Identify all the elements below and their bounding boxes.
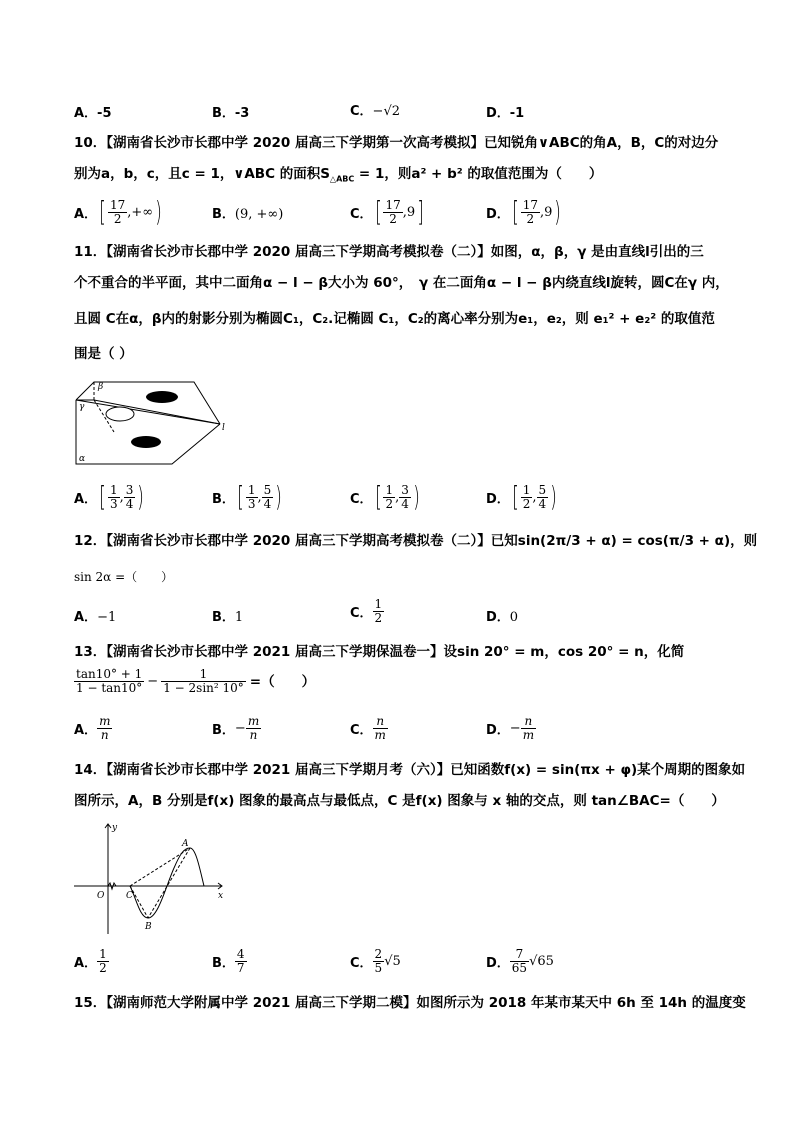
question-text: 设sin 20° = m，cos 20° = n，化简 [443, 644, 685, 660]
q13-option-c: C． $\frac{n}{m}$ [350, 714, 386, 742]
option-label: A． [74, 956, 98, 971]
q12-option-d [486, 606, 518, 625]
option-label: B． [212, 207, 235, 222]
option-value: −1 [97, 610, 117, 625]
label-alpha: α [79, 454, 86, 464]
q15-line1 [74, 993, 746, 1013]
label-beta: β [98, 382, 104, 392]
bracket-left: [ [374, 195, 382, 228]
denominator: 1 − 2sin² 10° [163, 681, 244, 695]
question-text: 如图，α，β，γ 是由直线l引出的三 [490, 244, 704, 260]
q13-option-d: D． − $\frac{n}{m}$ [486, 714, 535, 742]
numerator: 1 [161, 668, 246, 682]
q12-line2: sin 2α =（ ） [74, 570, 174, 584]
q11-option-d: D． [ $\frac{1}{2}$ , $\frac{5}{4}$ ) [486, 480, 557, 513]
option-label: B． [212, 956, 235, 971]
q14-line1 [74, 760, 745, 780]
question-source: 【湖南师范大学附属中学 2021 届高三下学期二模】 [106, 995, 417, 1011]
q11-option-a: A． [ $\frac{1}{3}$ , $\frac{3}{4}$ ) [74, 480, 145, 513]
q11-line3: 且圆 C在α，β内的射影分别为椭圆C₁，C₂.记椭圆 C₁，C₂的离心率分别为e₁，e₂，则 e₁² + e₂² 的取值范 [74, 311, 715, 327]
segment-ca [130, 848, 190, 886]
numerator: tan10° + 1 [76, 667, 143, 681]
option-label: C． [350, 206, 373, 222]
option-label: A． [74, 491, 98, 507]
bracket-left: [ [511, 195, 519, 228]
bracket-right: ] [417, 195, 424, 228]
option-label: B． [212, 723, 235, 738]
question-source: 【湖南省长沙市长郡中学 2021 届高三下学期月考（六）】 [106, 762, 451, 778]
q10-option-a: A． [ $\frac{17}{2}$ ,+∞ ) [74, 195, 162, 228]
q11-line1 [74, 242, 704, 262]
question-source: 【湖南省长沙市长郡中学 2020 届高三下学期第一次高考模拟】 [106, 135, 485, 151]
q11-option-c: C． [ $\frac{1}{2}$ , $\frac{3}{4}$ ) [350, 480, 420, 513]
q14-figure [72, 818, 232, 938]
question-text: 别为a，b，c，且c = 1，∨ABC 的面积S [74, 166, 330, 182]
option-label: D． [486, 956, 510, 971]
question-number: 12． [74, 533, 107, 549]
q14-option-b: B． $\frac{4}{7}$ [212, 947, 245, 975]
question-number: 11． [74, 244, 107, 260]
question-number: 13． [74, 644, 107, 660]
question-number: 14． [74, 762, 107, 778]
q12-option-a [74, 606, 116, 625]
q11-figure [74, 376, 234, 468]
fraction: $\frac{17}{2}$ [385, 197, 401, 226]
radical: √5 [384, 954, 401, 969]
question-number: 10． [74, 135, 107, 151]
option-label: C． [350, 491, 373, 507]
option-label: C． [350, 104, 373, 119]
option-value: 0 [509, 610, 519, 625]
fraction: $\frac{17}{2}$ [522, 197, 539, 226]
label-a: A [182, 839, 189, 849]
question-source: 【湖南省长沙市长郡中学 2020 届高三下学期高考模拟卷（二）】 [106, 533, 491, 549]
option-label: D． [486, 491, 510, 507]
sine-curve [130, 848, 204, 918]
q11-line4: 围是（ ） [74, 346, 133, 362]
q14-line2: 图所示，A，B 分别是f(x) 图象的最高点与最低点，C 是f(x) 图象与 x 轴的交点，则 tan∠BAC=（ ） [74, 793, 725, 809]
option-label: A． [74, 610, 98, 625]
option-value: (9, +∞) [234, 207, 284, 222]
option-label: B． [212, 491, 235, 507]
question-text: 如图所示为 2018 年某市某天中 6h 至 14h 的温度变 [416, 995, 746, 1011]
q9-option-c [350, 100, 400, 119]
q10-option-d: D． [ $\frac{17}{2}$ ,9 ) [486, 195, 562, 228]
q11-option-b: B． [ $\frac{1}{3}$ , $\frac{5}{4}$ ) [212, 480, 283, 513]
q14-option-d: D． $\frac{7}{65}$ √65 [486, 947, 554, 975]
option-label: D． [486, 610, 510, 625]
option-label: B． [212, 610, 235, 625]
expression-tail: =（ ） [249, 673, 316, 690]
q11-line2: 个不重合的半平面，其中二面角α − l − β大小为 60°， γ 在二面角α − l − β内绕直线l旋转，圆C在γ 内， [74, 275, 729, 291]
q9-option-a: A．-5 [74, 106, 112, 121]
label-y: y [112, 823, 118, 833]
option-value: 1 [234, 610, 244, 625]
circle-c [106, 407, 134, 421]
q12-option-c: C． $\frac{1}{2}$ [350, 597, 383, 625]
question-source: 【湖南省长沙市长郡中学 2021 届高三下学期保温卷一】 [106, 644, 444, 660]
bracket-left: [ [99, 195, 106, 228]
question-number: 15． [74, 995, 107, 1011]
q10-option-b [212, 203, 283, 222]
option-label: C． [350, 956, 373, 971]
label-gamma: γ [79, 402, 85, 412]
fraction: $\frac{17}{2}$ [110, 197, 126, 226]
q14-option-c: C． $\frac{2}{5}$ √5 [350, 947, 401, 975]
option-label: C． [350, 723, 373, 738]
q9-option-d: D．-1 [486, 106, 525, 121]
option-label: C． [350, 606, 373, 621]
option-label: D． [486, 723, 510, 738]
subscript: △ABC [329, 174, 355, 184]
segment-ab [148, 848, 190, 918]
q13-expression: $\frac{\tan 10^\circ + 1}{1 - \tan 10^\circ}$ − $\frac{1}{\text{1 − 2sin² 10°}}$ =（ ） [76, 667, 316, 695]
q10-option-c: C． [ $\frac{17}{2}$ ,9 ] [350, 195, 424, 228]
q10-line2 [74, 164, 602, 190]
label-o: O [97, 891, 105, 901]
label-x: x [218, 891, 224, 901]
option-label: D． [486, 206, 510, 222]
option-label: A． [74, 206, 98, 222]
option-label: A． [74, 723, 98, 738]
q13-line1 [74, 642, 684, 662]
question-text: 已知函数f(x) = sin(πx + φ)某个周期的图象如 [450, 762, 746, 778]
label-l: l [222, 423, 225, 433]
option-value: −√2 [372, 104, 400, 119]
radical: √65 [529, 954, 554, 969]
q13-option-b: B． − $\frac{m}{n}$ [212, 714, 260, 742]
q10-line1 [74, 133, 718, 153]
ellipse-projection-alpha [131, 436, 161, 448]
q13-option-a: A． $\frac{m}{n}$ [74, 714, 111, 742]
question-text: 已知锐角∨ABC的角A，B，C的对边分 [484, 135, 719, 151]
question-text: = 1，则a² + b² 的取值范围为（ ） [354, 166, 603, 182]
bracket-right: ) [554, 195, 562, 228]
question-source: 【湖南省长沙市长郡中学 2020 届高三下学期高考模拟卷（二）】 [106, 244, 491, 260]
ellipse-projection-beta [146, 391, 178, 403]
q12-line1 [74, 531, 757, 551]
question-text: 已知sin(2π/3 + α) = cos(π/3 + α)，则 [490, 533, 758, 549]
q12-option-b [212, 606, 243, 625]
q9-option-b: B．-3 [212, 106, 250, 121]
denominator: 1 − tan10° [76, 681, 143, 695]
label-c: C [126, 891, 133, 901]
bracket-right: ) [155, 195, 162, 228]
label-b: B [145, 922, 152, 932]
q14-option-a: A． $\frac{1}{2}$ [74, 947, 107, 975]
